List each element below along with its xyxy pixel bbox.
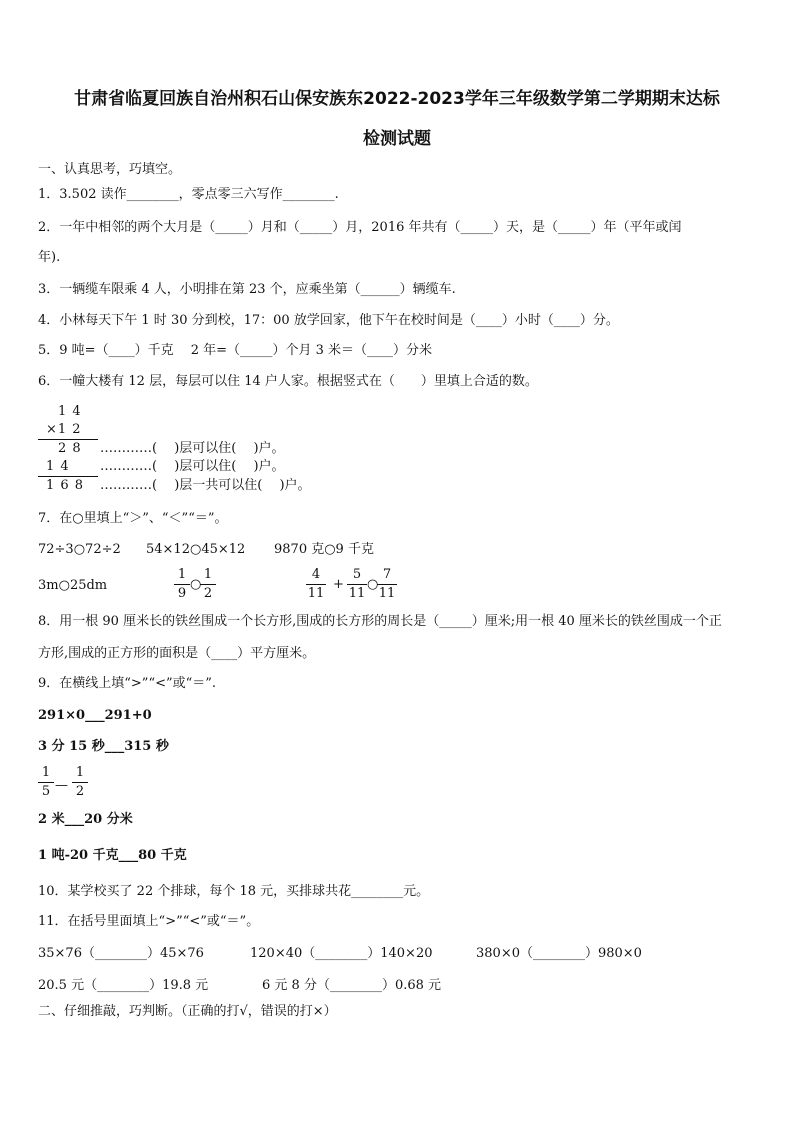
question-1: 1．3.502 读作________，零点零三六写作________. bbox=[38, 187, 339, 202]
denominator: 11 bbox=[348, 586, 366, 601]
calc-rule-1 bbox=[38, 439, 98, 440]
calc-row-1: 1 4 bbox=[58, 404, 82, 419]
calc-row-4-text: …………( )层可以住( )户。 bbox=[100, 459, 285, 474]
answer-blank: — bbox=[55, 778, 68, 793]
question-10: 10．某学校买了 22 个排球，每个 18 元，买排球共花________元。 bbox=[38, 884, 430, 899]
fraction bbox=[174, 568, 190, 601]
denominator: 2 bbox=[203, 586, 213, 601]
numerator: 1 bbox=[38, 766, 54, 783]
q7-item-d: 3m○25dm bbox=[38, 578, 108, 593]
page-title-line2: 检测试题 bbox=[363, 129, 431, 149]
q9-item-a: 291×0___291+0 bbox=[38, 708, 152, 723]
section-heading-1: 一、认真思考，巧填空。 bbox=[38, 162, 182, 177]
question-4: 4．小林每天下午 1 时 30 分到校，17：00 放学回家，他下午在校时间是（____）小时（____）分。 bbox=[38, 313, 619, 328]
numerator: 5 bbox=[347, 568, 367, 585]
comparison-circle: ○ bbox=[190, 577, 202, 592]
page-title: 甘肃省临夏回族自治州积石山保安族东2022-2023学年三年级数学第二学期期末达标 bbox=[74, 89, 720, 109]
numerator: 7 bbox=[377, 568, 397, 585]
q9-item-e: 1 吨-20 千克___80 千克 bbox=[38, 848, 187, 863]
plus-sign: + bbox=[333, 577, 344, 592]
question-11: 11．在括号里面填上“>”“<”或“＝”。 bbox=[38, 914, 260, 929]
q11-item-b: 120×40（________）140×20 bbox=[250, 946, 433, 961]
question-6: 6．一幢大楼有 12 层，每层可以住 14 户人家。根据竖式在（ ）里填上合适的数。 bbox=[38, 374, 538, 389]
question-2: 2．一年中相邻的两个大月是（_____）月和（_____）月，2016 年共有（_____）天，是（_____）年（平年或闰 bbox=[38, 220, 682, 235]
fraction bbox=[38, 766, 54, 799]
numerator: 4 bbox=[306, 568, 326, 585]
q11-item-e: 6 元 8 分（________）0.68 元 bbox=[262, 978, 442, 993]
calc-row-4: 1 4 bbox=[46, 459, 70, 474]
comparison-circle: ○ bbox=[367, 577, 379, 592]
denominator: 11 bbox=[378, 586, 396, 601]
question-2-cont: 年). bbox=[38, 250, 61, 265]
fraction bbox=[200, 568, 216, 601]
q11-item-a: 35×76（________）45×76 bbox=[38, 946, 204, 961]
calc-row-5-text: …………( )层一共可以住( )户。 bbox=[100, 478, 311, 493]
question-7: 7．在○里填上“＞”、“＜”“＝”。 bbox=[38, 511, 228, 526]
fraction bbox=[72, 766, 88, 799]
fraction bbox=[306, 568, 326, 601]
question-3: 3．一辆缆车限乘 4 人，小明排在第 23 个，应乘坐第（______）辆缆车. bbox=[38, 282, 456, 297]
numerator: 1 bbox=[174, 568, 190, 585]
calc-rule-2 bbox=[38, 476, 98, 477]
numerator: 1 bbox=[200, 568, 216, 585]
denominator: 5 bbox=[41, 784, 51, 799]
question-5: 5．9 吨=（____）千克 2 年=（_____）个月 3 米＝（____）分米 bbox=[38, 343, 433, 358]
q7-item-b: 54×12○45×12 bbox=[146, 542, 246, 557]
numerator: 1 bbox=[72, 766, 88, 783]
q11-item-c: 380×0（________）980×0 bbox=[476, 946, 642, 961]
calc-row-3: 2 8 bbox=[58, 441, 82, 456]
calc-row-3-text: …………( )层可以住( )户。 bbox=[100, 441, 285, 456]
question-8: 8．用一根 90 厘米长的铁丝围成一个长方形,围成的长方形的周长是（_____）厘米;用一根 40 厘米长的铁丝围成一个正 bbox=[38, 614, 722, 629]
calc-row-5: 1 6 8 bbox=[46, 478, 85, 493]
denominator: 2 bbox=[75, 784, 85, 799]
question-9: 9．在横线上填“>”“<”或“＝”. bbox=[38, 676, 217, 691]
q7-item-c: 9870 克○9 千克 bbox=[274, 542, 374, 557]
denominator: 9 bbox=[177, 586, 187, 601]
fraction bbox=[377, 568, 397, 601]
q9-item-d: 2 米___20 分米 bbox=[38, 812, 133, 827]
q9-item-b: 3 分 15 秒___315 秒 bbox=[38, 739, 169, 754]
section-heading-2: 二、仔细推敲，巧判断。（正确的打√，错误的打×） bbox=[38, 1004, 337, 1019]
fraction bbox=[347, 568, 367, 601]
denominator: 11 bbox=[307, 586, 325, 601]
calc-row-2: ×1 2 bbox=[46, 422, 82, 437]
q11-item-d: 20.5 元（________）19.8 元 bbox=[38, 978, 209, 993]
q7-item-a: 72÷3○72÷2 bbox=[38, 542, 121, 557]
question-8-cont: 方形,围成的正方形的面积是（____）平方厘米。 bbox=[38, 646, 316, 661]
